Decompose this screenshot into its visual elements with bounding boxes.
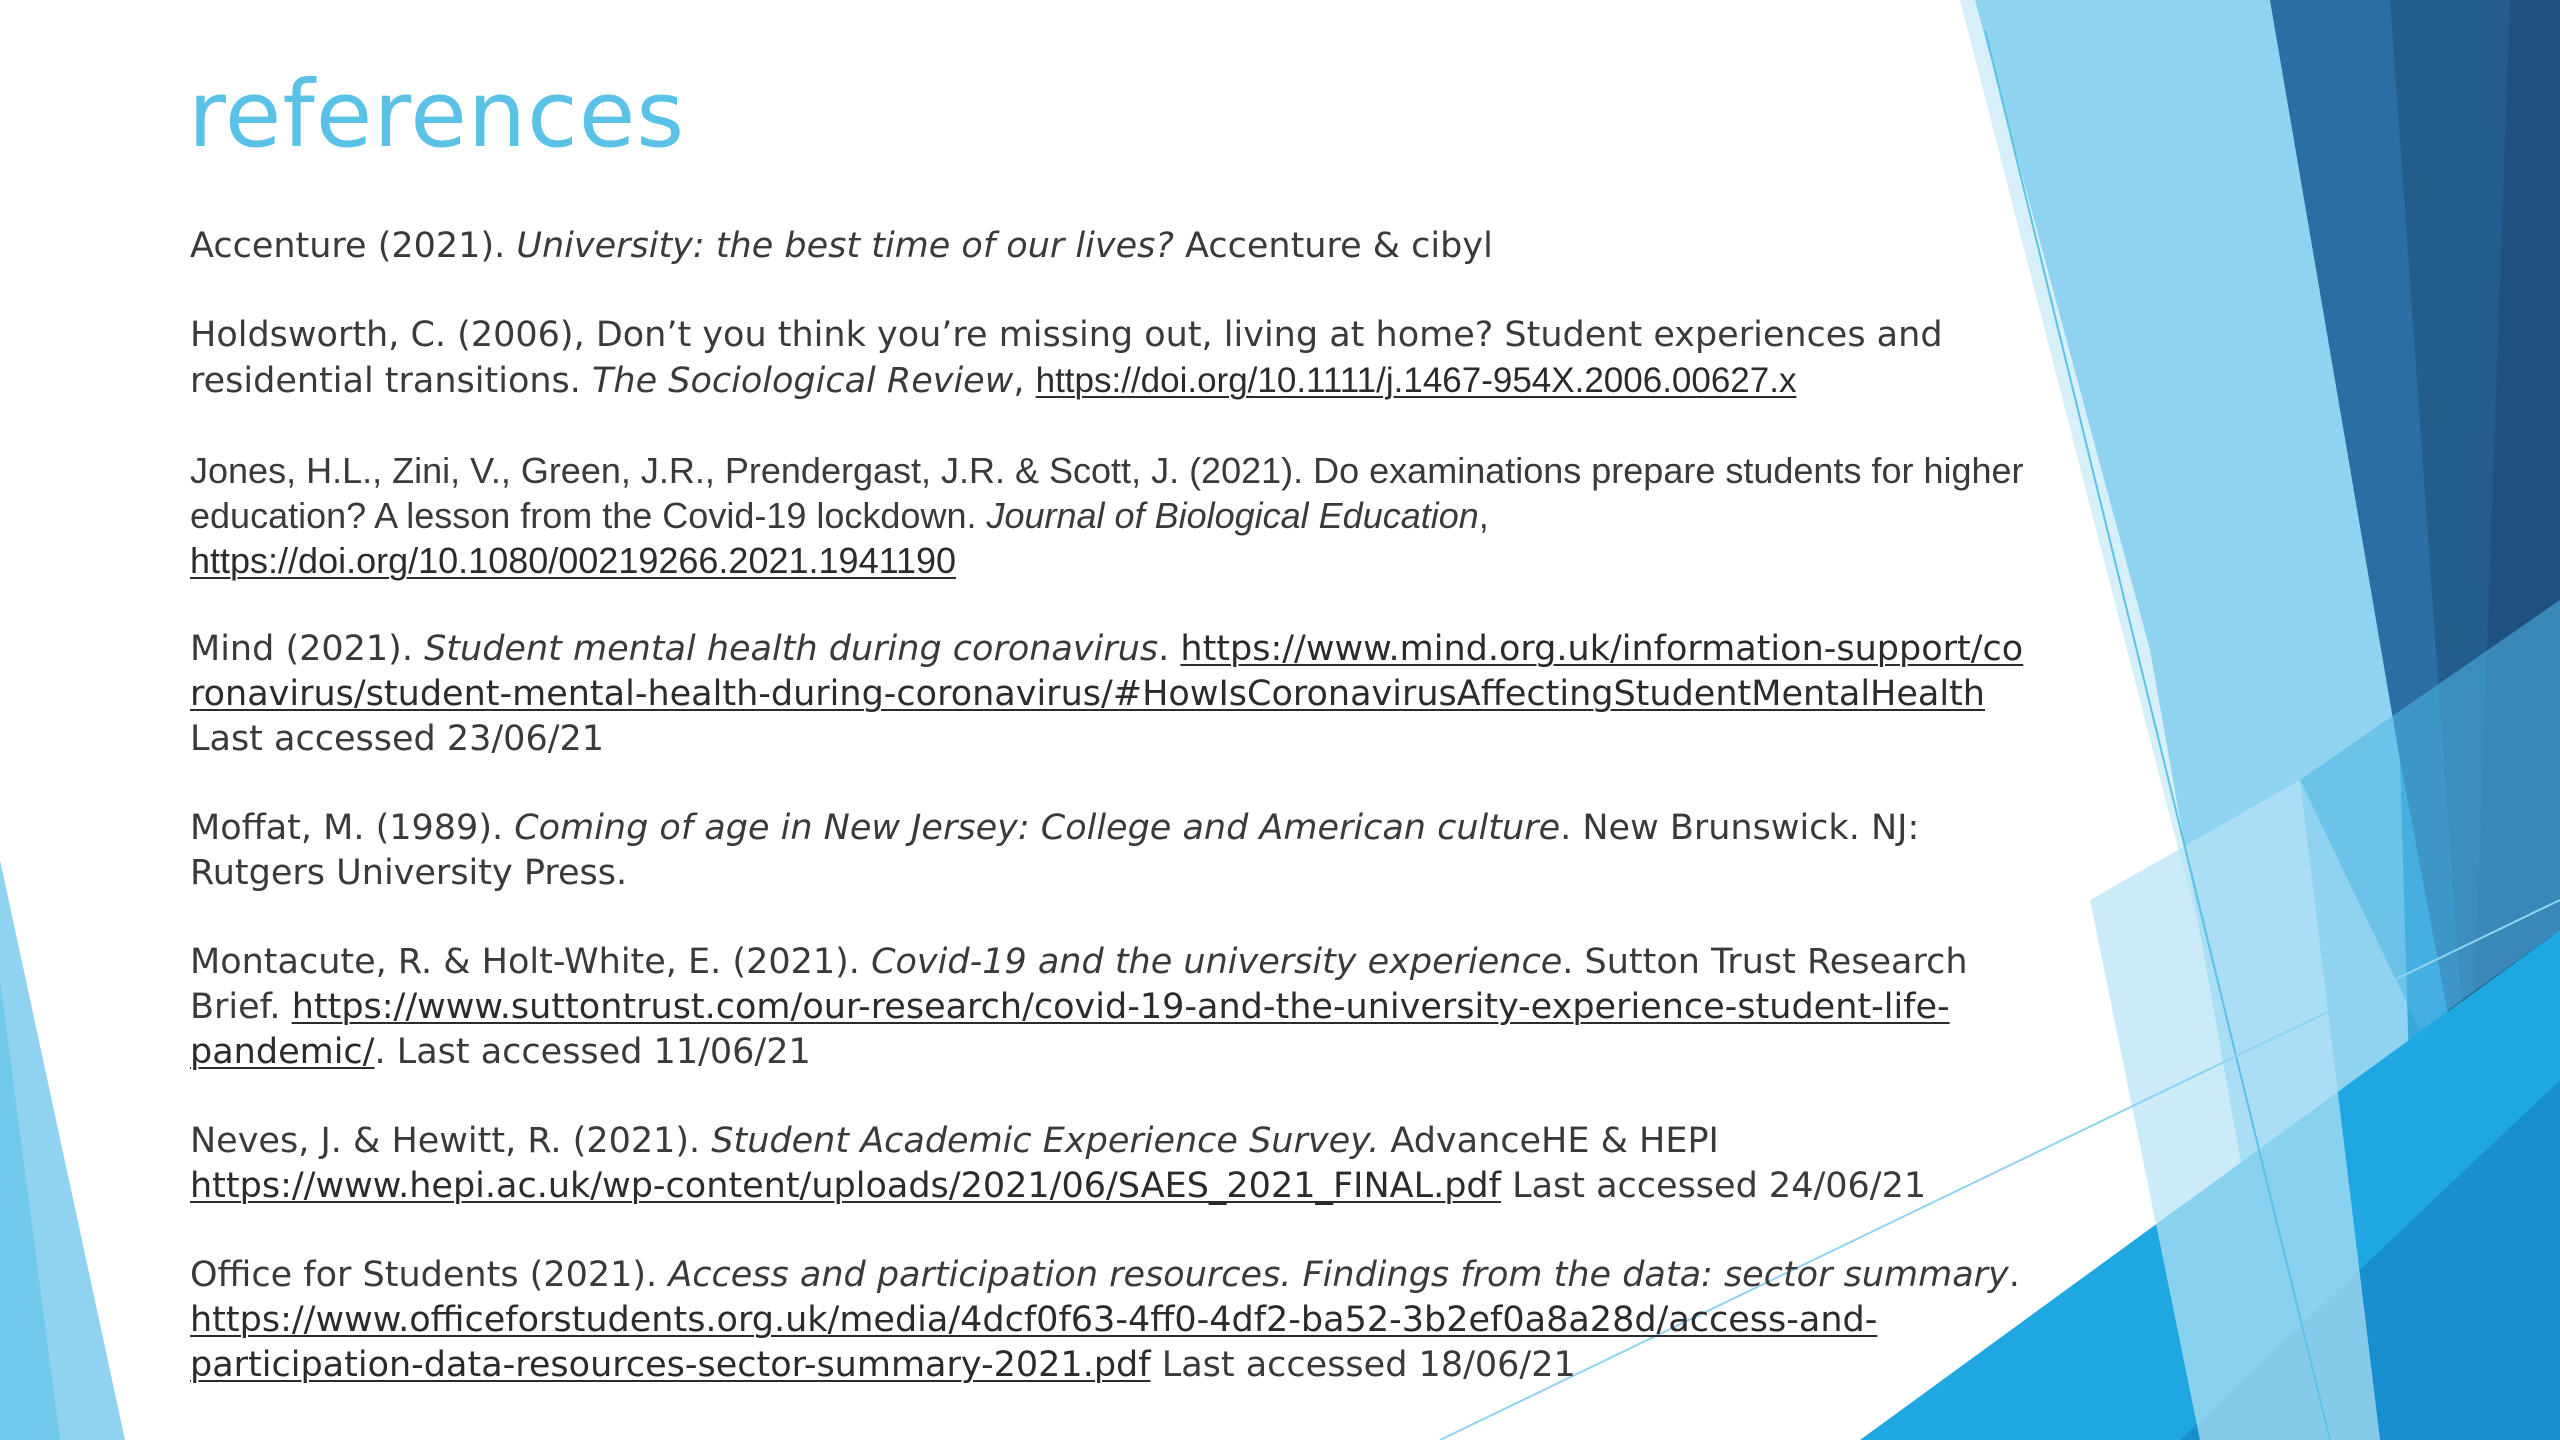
reference-item-moffat: Moffat, M. (1989). Coming of age in New Jersey: College and American culture. New Brunswick. NJ: Rutgers University Press. — [190, 808, 1920, 893]
reference-item-ofs: Office for Students (2021). Access and participation resources. Findings from the data: sector summary. https://www.officeforstudents.org.uk/media/4dcf0f63-4ff0-4df2-ba52-3b2ef0a8a28d/access-and-participation-data-resources-sector-summary-2021.pdf Last accessed 18/06/21 — [190, 1255, 2020, 1385]
page-title: references — [188, 61, 686, 168]
reference-link-holdsworth[interactable]: https://doi.org/10.1111/j.1467-954X.2006.00627.x — [1035, 361, 1797, 400]
reference-item-montacute: Montacute, R. & Holt-White, E. (2021). Covid-19 and the university experience. Sutton Trust Research Brief. https://www.suttontrust.com/our-research/covid-19-and-the-university-experience-student-life-pandemic/. Last accessed 11/06/21 — [190, 942, 1968, 1072]
reference-link-suttontrust[interactable]: https://www.suttontrust.com/our-research/covid-19-and-the-university-experience-student-life-pandemic/ — [190, 987, 1950, 1072]
reference-list — [190, 224, 2030, 1432]
reference-item-jones: Jones, H.L., Zini, V., Green, J.R., Prendergast, J.R. & Scott, J. (2021). Do examinations prepare students for higher education? A lesson from the Covid-19 lockdown. Journal of Biological Education, https://doi.org/10.1080/00219266.2021.1941190 — [190, 450, 2024, 581]
reference-item-neves: Neves, J. & Hewitt, R. (2021). Student Academic Experience Survey. AdvanceHE & HEPI https://www.hepi.ac.uk/wp-content/uploads/2021/06/SAES_2021_FINAL.pdf Last accessed 24/06/21 — [190, 1121, 1927, 1206]
reference-link-hepi[interactable]: https://www.hepi.ac.uk/wp-content/uploads/2021/06/SAES_2021_FINAL.pdf — [190, 1166, 1501, 1206]
reference-link-ofs[interactable]: https://www.officeforstudents.org.uk/media/4dcf0f63-4ff0-4df2-ba52-3b2ef0a8a28d/access-and-participation-data-resources-sector-summary-2021.pdf — [190, 1300, 1878, 1385]
reference-item-mind: Mind (2021). Student mental health during coronavirus. https://www.mind.org.uk/information-support/coronavirus/student-mental-health-during-coronavirus/#HowIsCoronavirusAffectingStudentMentalHealth Last accessed 23/06/21 — [190, 629, 2024, 759]
reference-item-holdsworth: Holdsworth, C. (2006), Don’t you think you’re missing out, living at home? Student experiences and residential transitions. The Sociological Review, https://doi.org/10.1111/j.1467-954X.2006.00627.x — [190, 315, 1943, 401]
reference-link-mind[interactable]: https://www.mind.org.uk/information-support/coronavirus/student-mental-health-during-coronavirus/#HowIsCoronavirusAffectingStudentMentalHealth — [190, 629, 2024, 714]
reference-item-accenture: Accenture (2021). University: the best time of our lives? Accenture & cibyl — [190, 226, 1493, 266]
reference-link-jones[interactable]: https://doi.org/10.1080/00219266.2021.1941190 — [190, 540, 957, 581]
